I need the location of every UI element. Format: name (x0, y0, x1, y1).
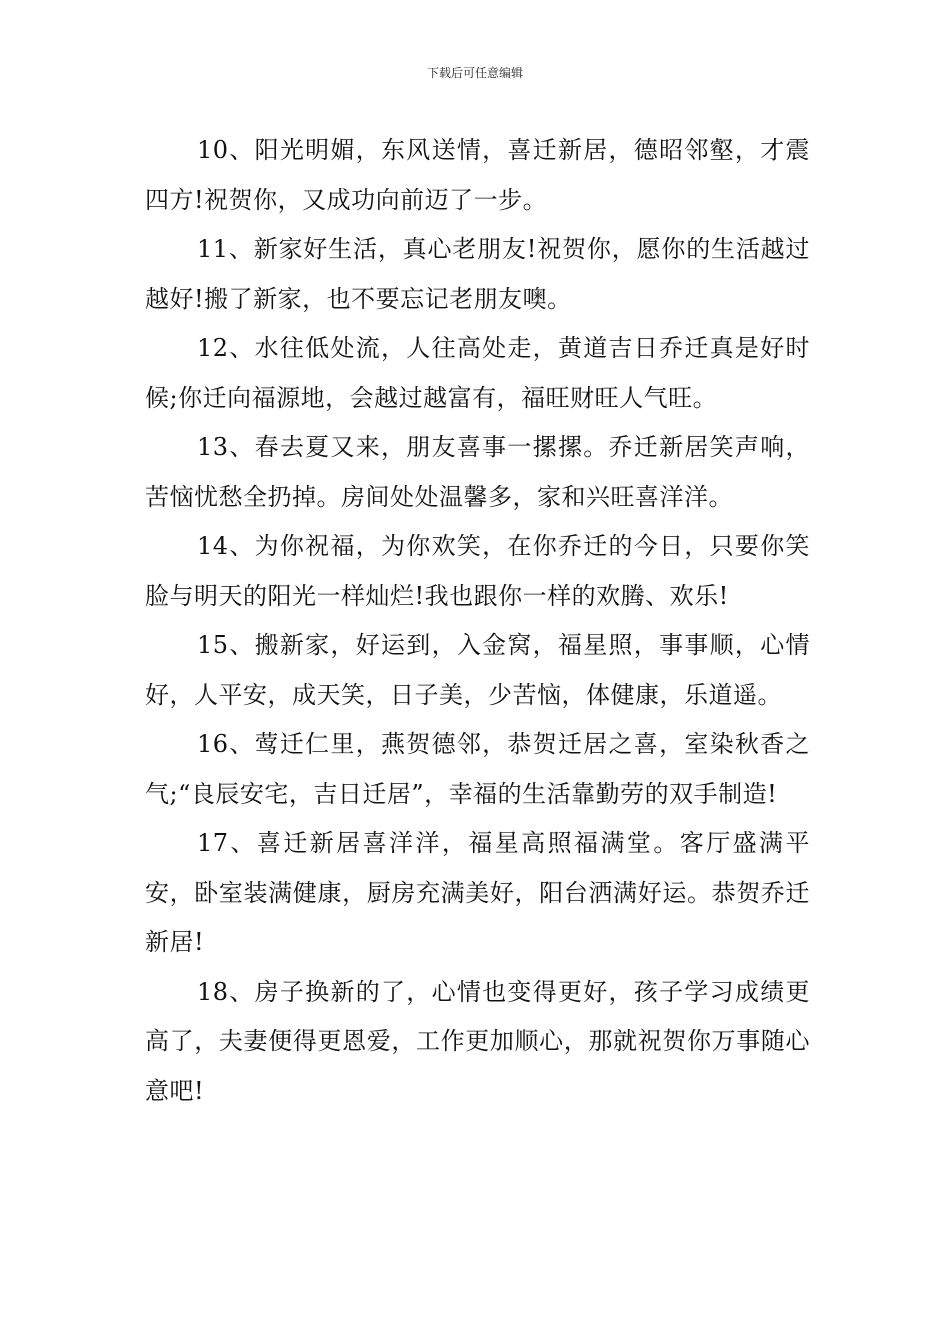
paragraph-17: 17、喜迁新居喜洋洋，福星高照福满堂。客厅盛满平安，卧室装满健康，厨房充满美好，阳台洒满好运。恭贺乔迁新居! (145, 829, 810, 956)
paragraph-11: 11、新家好生活，真心老朋友!祝贺你，愿你的生活越过越好!搬了新家，也不要忘记老朋友噢。 (145, 235, 810, 313)
document-body (145, 126, 810, 1116)
paragraph-15: 15、搬新家，好运到，入金窝，福星照，事事顺，心情好，人平安，成天笑，日子美，少苦恼，体健康，乐道遥。 (145, 631, 810, 709)
paragraph-12: 12、水往低处流，人往高处走，黄道吉日乔迁真是好时候;你迁向福源地，会越过越富有，福旺财旺人气旺。 (145, 334, 810, 412)
page-header: 下载后可任意编辑 (426, 66, 523, 80)
paragraph-14: 14、为你祝福，为你欢笑，在你乔迁的今日，只要你笑脸与明天的阳光一样灿烂!我也跟你一样的欢腾、欢乐! (145, 532, 810, 610)
paragraph-10: 10、阳光明媚，东风送情，喜迁新居，德昭邻壑，才震四方!祝贺你，又成功向前迈了一步。 (145, 136, 810, 214)
paragraph-16: 16、莺迁仁里，燕贺德邻，恭贺迁居之喜，室染秋香之气;“良辰安宅，吉日迁居”，幸福的生活靠勤劳的双手制造! (145, 730, 810, 808)
paragraph-13: 13、春去夏又来，朋友喜事一摞摞。乔迁新居笑声响，苦恼忧愁全扔掉。房间处处温馨多，家和兴旺喜洋洋。 (145, 433, 810, 511)
paragraph-18: 18、房子换新的了，心情也变得更好，孩子学习成绩更高了，夫妻便得更恩爱，工作更加顺心，那就祝贺你万事随心意吧! (145, 977, 810, 1105)
